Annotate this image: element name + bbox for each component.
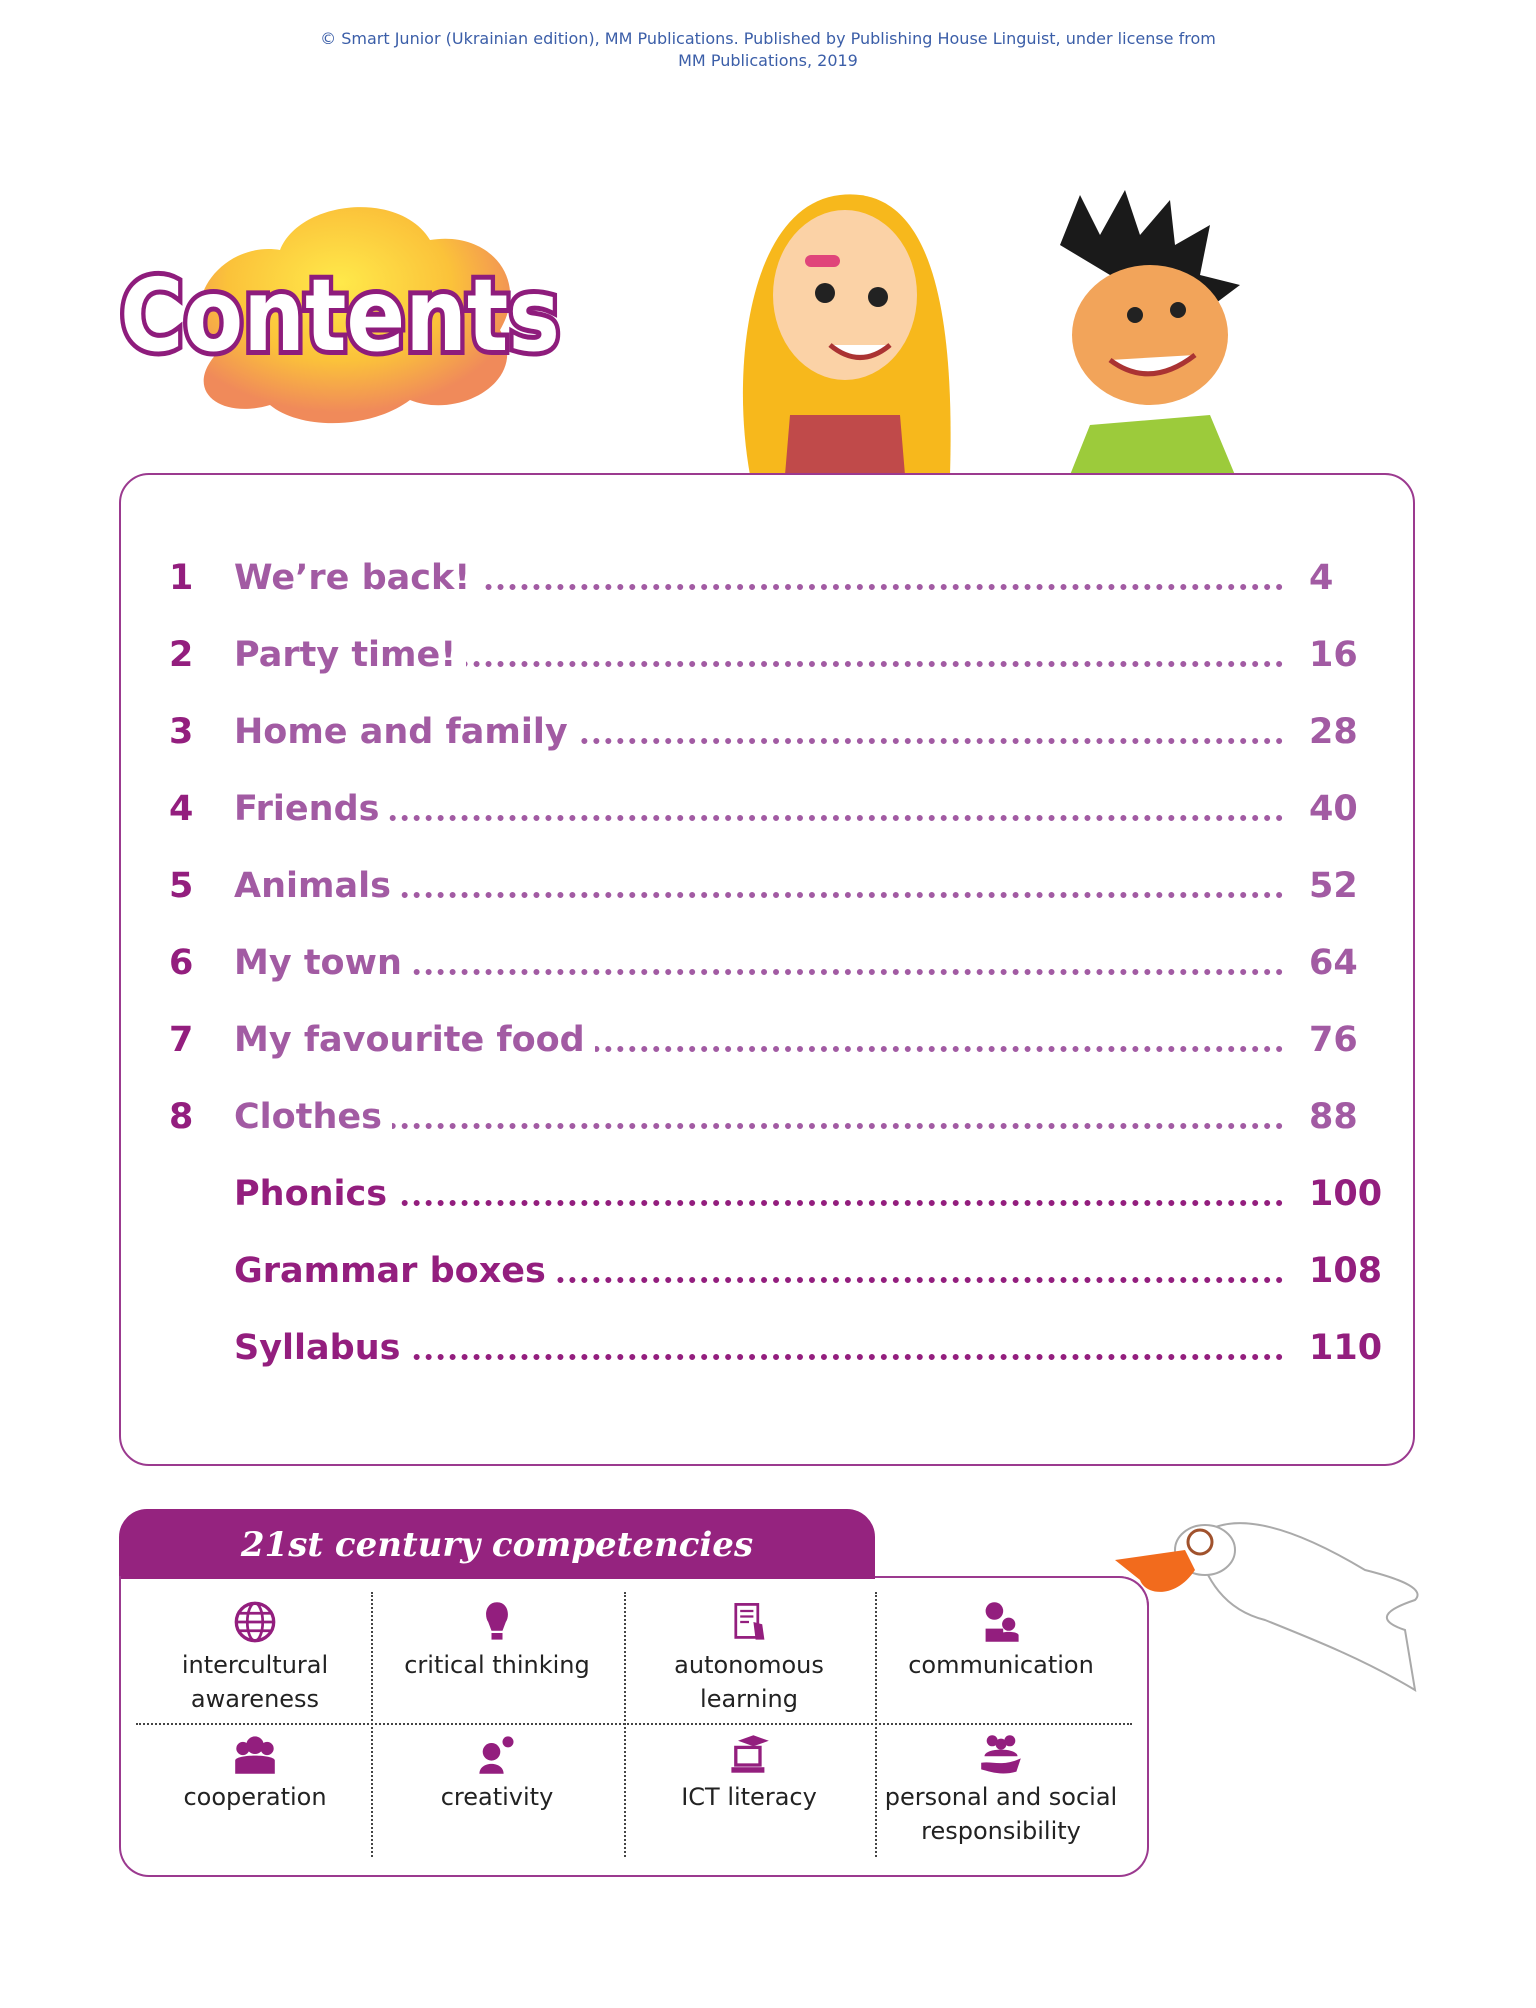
contents-logo [110,190,580,430]
entry-title: Syllabus [234,1328,410,1368]
page-number: 88 [1309,1097,1358,1137]
globe-icon [233,1600,277,1644]
competency-label: critical thinking [404,1651,590,1679]
entry-title: Home and family [234,712,578,752]
group-icon [233,1732,277,1776]
page-number: 108 [1309,1251,1383,1291]
computer-graduation-icon [727,1732,771,1776]
competency-item [624,1732,874,1814]
page-number: 100 [1309,1174,1383,1214]
competencies-header: 21st century competencies [119,1509,875,1579]
competency-item [130,1600,380,1716]
unit-number: 1 [169,558,194,598]
people-talking-icon [979,1600,1023,1644]
competency-label: communication [908,1651,1094,1679]
toc-entry[interactable] [121,702,1413,762]
page-number: 52 [1309,866,1358,906]
entry-title: My favourite food [234,1020,595,1060]
toc-entry[interactable] [121,1164,1413,1224]
person-idea-icon [475,1732,519,1776]
toc-entry[interactable] [121,779,1413,839]
girl-illustration [743,194,951,475]
entry-title: Friends [234,789,389,829]
entry-title: Party time! [234,635,466,675]
page-number: 110 [1309,1328,1383,1368]
toc-entry[interactable] [121,1010,1413,1070]
copyright-line-2: MM Publications, 2019 [678,51,858,70]
page-number: 16 [1309,635,1358,675]
competency-label: ICT literacy [681,1783,817,1811]
competency-label: autonomous learning [674,1651,824,1713]
unit-number: 2 [169,635,194,675]
page-number: 76 [1309,1020,1358,1060]
entry-title: We’re back! [234,558,480,598]
dot-leader [234,815,1283,821]
page-number: 40 [1309,789,1358,829]
contents-heading: Contents [120,257,560,374]
lightbulb-icon [475,1600,519,1644]
toc-entry[interactable] [121,1318,1413,1378]
competency-item [130,1732,380,1814]
unit-number: 6 [169,943,194,983]
entry-title: Grammar boxes [234,1251,556,1291]
competency-label: personal and social responsibility [884,1783,1118,1845]
entry-title: Animals [234,866,401,906]
competency-item [876,1732,1126,1848]
entry-title: Clothes [234,1097,392,1137]
table-of-contents [119,473,1415,1466]
toc-entry[interactable] [121,1087,1413,1147]
page-number: 64 [1309,943,1358,983]
unit-number: 5 [169,866,194,906]
divider [136,1723,1132,1725]
copyright-notice [0,28,1536,72]
page-number: 4 [1309,558,1334,598]
toc-entry[interactable] [121,548,1413,608]
page-number: 28 [1309,712,1358,752]
boy-illustration [1060,190,1240,475]
unit-number: 7 [169,1020,194,1060]
copyright-line-1: © Smart Junior (Ukrainian edition), MM Publications. Published by Publishing House Linguist, under license from [320,29,1216,48]
competency-item [372,1732,622,1814]
toc-entry[interactable] [121,1241,1413,1301]
entry-title: Phonics [234,1174,397,1214]
competency-label: cooperation [183,1783,327,1811]
competency-item [372,1600,622,1682]
competency-label: creativity [440,1783,554,1811]
toc-entry[interactable] [121,625,1413,685]
unit-number: 4 [169,789,194,829]
document-hand-icon [727,1600,771,1644]
pelican-illustration [1115,1480,1425,1710]
entry-title: My town [234,943,412,983]
hand-people-icon [979,1732,1023,1776]
competency-label: intercultural awareness [181,1651,329,1713]
toc-entry[interactable] [121,933,1413,993]
children-illustration [730,185,1290,475]
toc-entry[interactable] [121,856,1413,916]
competency-item [624,1600,874,1716]
competency-item [876,1600,1126,1682]
unit-number: 3 [169,712,194,752]
unit-number: 8 [169,1097,194,1137]
